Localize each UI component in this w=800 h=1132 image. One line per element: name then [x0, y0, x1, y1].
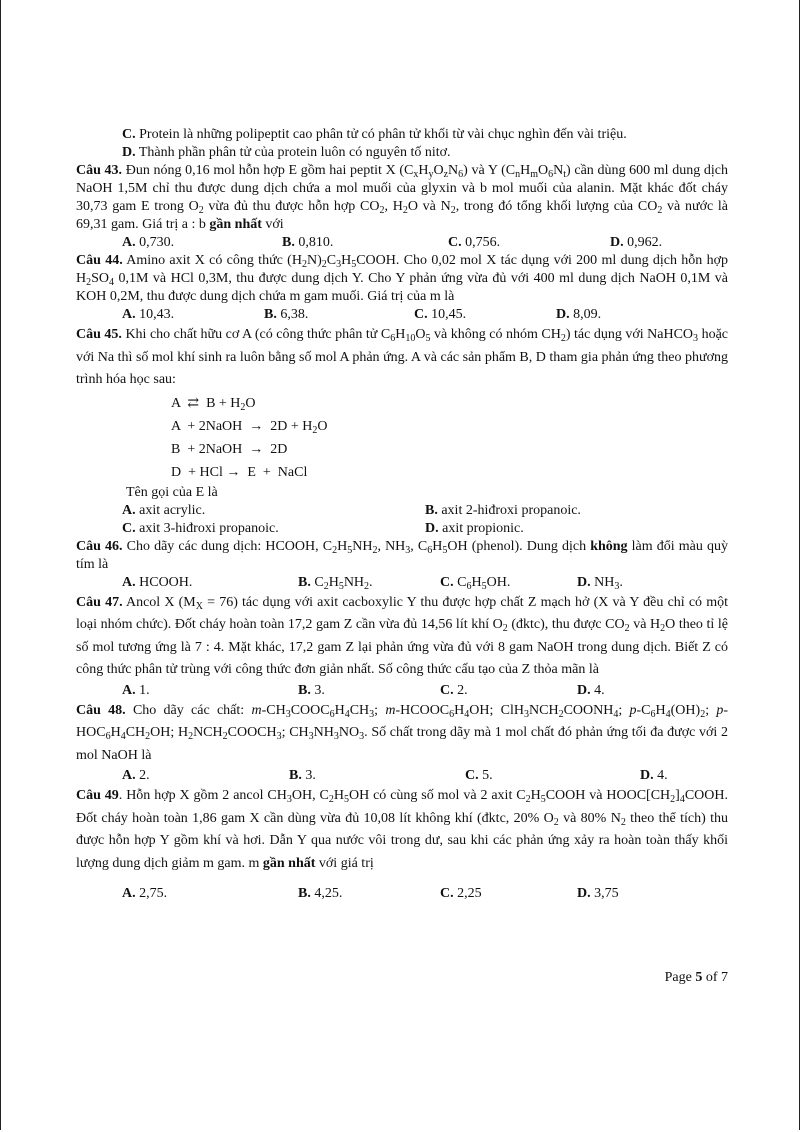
question-49-options: A. 2,75. B. 4,25. C. 2,25 D. 3,75 — [122, 886, 619, 901]
question-43-options: A. 0,730. B. 0,810. C. 0,756. D. 0,962. — [122, 235, 663, 250]
question-45-options-ab: A. axit acrylic. B. axit 2-hiđroxi propanoic. — [122, 502, 581, 518]
question-43: Câu 43. Đun nóng 0,16 mol hỗn hợp E gồm hai peptit X $(C_xH_yO_zN_6)$ và Y $(C_nH_mO_6N_t)$ cần dùng 600 ml dung dịch NaOH 1,5M chỉ thu được dung dịch chứa a mol muối của glyxin và b mol muối của alanin. Mặt khác đốt cháy 30,73 gam E trong $O_2$ vừa đủ thu được hỗn hợp $CO_2$, $H_2O$ và $N_2$, trong đó tổng khối lượng của $CO_2$ và nước là 69,31 gam. Giá trị a : b gần nhất với — [76, 163, 729, 232]
page-number: Page 5 of 7 — [664, 970, 728, 985]
reaction-4: D + HCl → E + NaCl — [171, 464, 308, 480]
question-45: Câu 45. Khi cho chất hữu cơ A (có công thức phân tử $C_6H_{10}O_5$ và không có nhóm $CH_2$) tác dụng với NaHCO$_3$ hoặc với Na thì số mol khí sinh ra luôn bằng số mol A phản ứng. A và các sản phẩm B, D tham gia phản ứng theo phương trình hóa học sau: — [76, 327, 728, 387]
question-45-options-cd: C. axit 3-hiđroxi propanoic. D. axit propionic. — [122, 520, 524, 536]
reaction-2: A + 2NaOH → $2D + H_2O$ — [171, 418, 328, 436]
reaction-1: A ⇄ $B + H_2O$ — [171, 395, 256, 413]
question-46: Câu 46. Cho dãy các dung dịch: HCOOH, $C_2H_5NH_2$, $NH_3$, $C_6H_5OH$ (phenol). Dung dịch không làm đổi màu quỳ tím là — [76, 538, 728, 572]
question-47-options: A. 1. B. 3. C. 2. D. 4. — [122, 682, 605, 698]
reaction-3: B + 2NaOH → 2D — [171, 441, 288, 457]
option-d-line: D. Thành phần phân tử của protein luôn có nguyên tố nitơ. — [122, 145, 451, 160]
option-c-line: C. Protein là những polipeptit cao phân tử có phân tử khối từ vài chục nghìn đến vài triệu. — [122, 127, 627, 142]
exam-content — [76, 126, 728, 903]
question-46-options: A. HCOOH. B. $C_2H_5NH_2$. C. $C_6H_5OH$. D. $NH_3$. — [122, 574, 623, 592]
question-45-prompt: Tên gọi của E là — [126, 484, 218, 500]
question-48-options: A. 2. B. 3. C. 5. D. 4. — [122, 768, 668, 783]
question-47: Câu 47. Ancol X $(M_X = 76)$ tác dụng với axit cacboxylic Y thu được hợp chất Z mạch hở (X và Y đều chỉ có một loại nhóm chức). Đốt cháy hoàn toàn 17,2 gam Z cần vừa đủ 14,56 lít khí $O_2$ (đktc), thu được $CO_2$ và $H_2O$ theo tỉ lệ số mol tương ứng là 7 : 4. Mặt khác, 17,2 gam Z lại phản ứng vừa đủ với 8 gam NaOH trong dung dịch. Biết Z có công thức phân tử trùng với công thức đơn giản nhất. Số công thức cấu tạo của Z thỏa mãn là — [76, 594, 728, 677]
reaction-scheme — [76, 392, 728, 484]
question-49: Câu 49. Hỗn hợp X gồm 2 ancol $CH_3OH$, $C_2H_5OH$ có cùng số mol và 2 axit $C_2H_5COOH$ và $HOOC[CH_2]_4COOH$. Đốt cháy hoàn toàn 1,86 gam X cần dùng vừa đủ 10,08 lít không khí (đktc, 20% $O_2$ và 80% $N_2$ theo thể tích) thu được hỗn hợp Y gồm khí và hơi. Dẫn Y qua nước vôi trong dư, sau khi các phản ứng xảy ra hoàn toàn thấy khối lượng dung dịch giảm m gam. m gần nhất với giá trị — [76, 788, 729, 871]
question-44: Câu 44. Amino axit X có công thức $(H_2N)_2C_3H_5COOH$. Cho 0,02 mol X tác dụng với 200 ml dung dịch hỗn hợp $H_2SO_4$ 0,1M và HCl 0,3M, thu được dung dịch Y. Cho Y phản ứng vừa đủ với 400 ml dung dịch NaOH 0,1M và KOH 0,2M, thu được dung dịch chứa m gam muối. Giá trị của m là — [76, 253, 728, 304]
question-48: Câu 48. Cho dãy các chất: $m-CH_3COOC_6H_4CH_3$; $m-HCOOC_6H_4OH$; $ClH_3NCH_2COONH_4$; $p-C_6H_4(OH)_2$; $p-HOC_6H_4CH_2OH$; $H_2NCH_2COOCH_3$; $CH_3NH_3NO_3$. Số chất trong dãy mà 1 mol chất đó phản ứng tối đa được với 2 mol NaOH là — [76, 702, 729, 763]
question-44-options: A. 10,43. B. 6,38. C. 10,45. D. 8,09. — [122, 307, 602, 322]
